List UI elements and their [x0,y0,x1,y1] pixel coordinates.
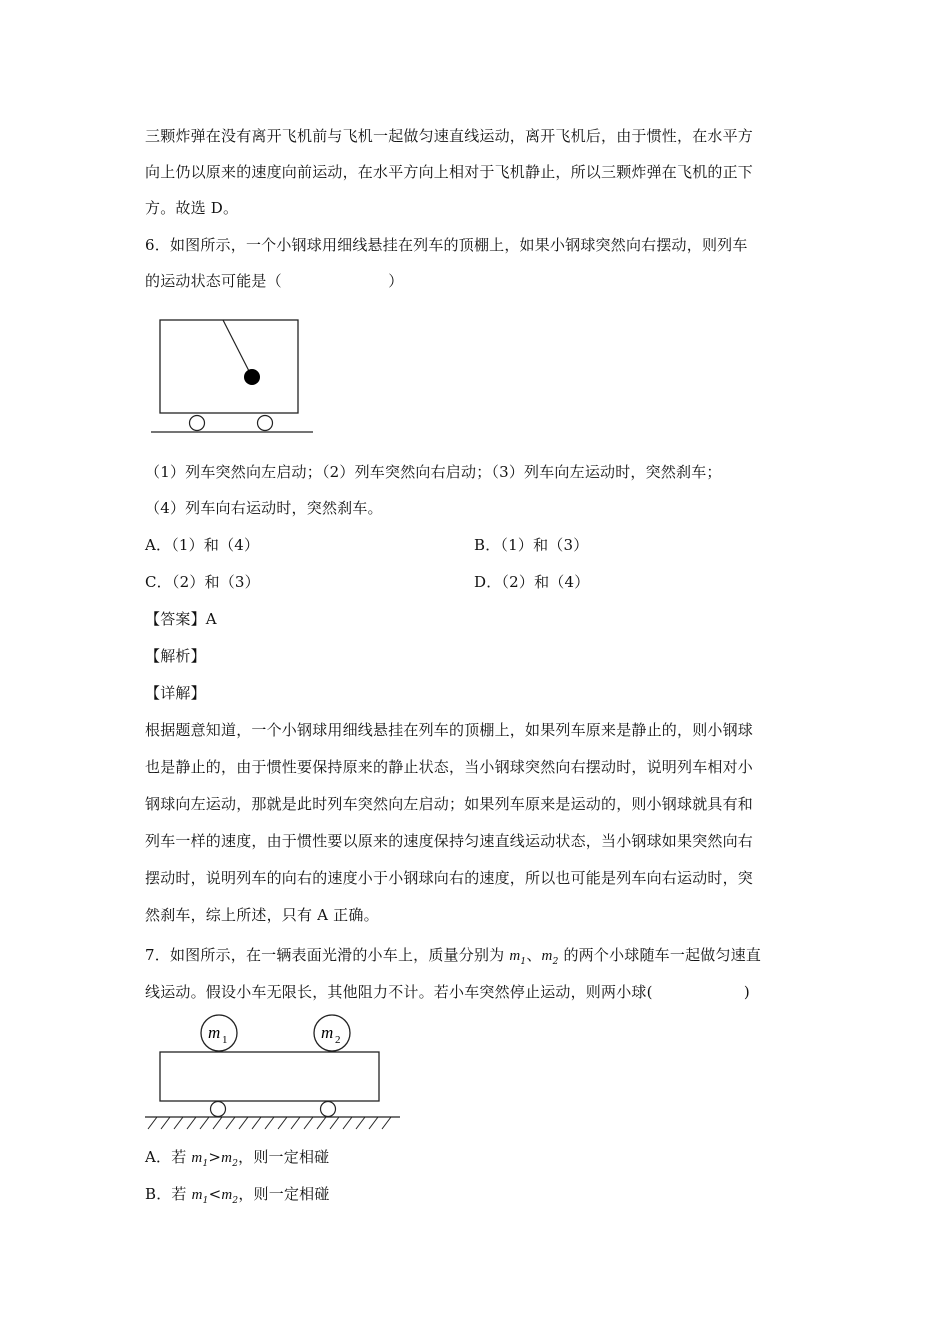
text-line: 方。故选 D。 [145,199,239,217]
mass-symbol: m [191,1150,203,1166]
relation-symbol: > [208,1148,222,1166]
ball-m2-subscript: 2 [335,1034,341,1046]
hatch-mark [252,1117,261,1129]
option-text: B．若 [145,1185,192,1203]
question-7-option-b [145,1184,330,1211]
wheel [258,416,273,431]
mass-subscript: 2 [552,957,559,967]
question-7-stem [145,945,761,972]
explanation-line: 然刹车，综上所述，只有 A 正确。 [145,906,379,924]
train-pendulum-figure [145,315,320,440]
hatch-mark [369,1117,378,1129]
hatch-mark [226,1117,235,1129]
cart-body [160,1052,379,1101]
cart-balls-figure [140,1010,405,1140]
ball-m1-label: m [208,1023,221,1042]
mass-subscript: 2 [232,1159,239,1169]
question-6-stem: 的运动状态可能是（ ） [145,272,404,290]
option-d: D．（2）和（4） [474,573,590,591]
explanation-line: 列车一样的速度，由于惯性要以原来的速度保持匀速直线运动状态，当小钢球如果突然向右 [145,832,754,850]
hatch-mark [213,1117,222,1129]
relation-symbol: < [208,1185,222,1203]
hatch-mark [356,1117,365,1129]
mass-subscript: 1 [202,1159,209,1169]
analysis-label: 【解析】 [145,647,206,665]
mass-subscript: 2 [232,1196,239,1206]
pendulum-string [223,320,251,375]
hatch-mark [265,1117,274,1129]
hatch-mark [278,1117,287,1129]
hatch-mark [239,1117,248,1129]
mass-subscript: 1 [520,957,527,967]
ground-hatching [148,1117,391,1129]
answer-label: 【答案】A [145,610,217,628]
option-a: A．（1）和（4） [145,536,260,554]
explanation-line: 根据题意知道，一个小钢球用细线悬挂在列车的顶棚上，如果列车原来是静止的，则小钢球 [145,721,754,739]
hatch-mark [304,1117,313,1129]
text-line: 向上仍以原来的速度向前运动，在水平方向上相对于飞机静止，所以三颗炸弹在飞机的正下 [145,163,754,181]
mass-symbol: m [221,1187,233,1203]
wheel [190,416,205,431]
hatch-mark [161,1117,170,1129]
hatch-mark [291,1117,300,1129]
hatch-mark [382,1117,391,1129]
steel-ball [244,369,260,385]
mass-symbol: m [191,1187,203,1203]
question-7-stem: 线运动。假设小车无限长，其他阻力不计。若小车突然停止运动，则两小球( ) [145,983,750,1001]
text-line: 三颗炸弹在没有离开飞机前与飞机一起做匀速直线运动，离开飞机后，由于惯性，在水平方 [145,127,754,145]
hatch-mark [330,1117,339,1129]
option-b: B．（1）和（3） [474,536,589,554]
mass-subscript: 1 [202,1196,209,1206]
detail-label: 【详解】 [145,684,206,702]
option-text: ，则一定相碰 [238,1148,330,1166]
question-6-conditions: （4）列车向右运动时，突然刹车。 [145,499,383,517]
hatch-mark [187,1117,196,1129]
option-text: A．若 [145,1148,192,1166]
mass-symbol: m [541,948,553,964]
question-6-conditions: （1）列车突然向左启动；（2）列车突然向右启动；（3）列车向左运动时，突然刹车； [145,463,722,481]
hatch-mark [200,1117,209,1129]
question-6-stem: 6．如图所示，一个小钢球用细线悬挂在列车的顶棚上，如果小钢球突然向右摆动，则列车 [145,236,748,254]
wheel [211,1102,226,1117]
train-body [160,320,298,413]
explanation-line: 钢球向左运动，那就是此时列车突然向左启动；如果列车原来是运动的，则小钢球就具有和 [145,795,754,813]
explanation-line: 也是静止的，由于惯性要保持原来的静止状态，当小钢球突然向右摆动时，说明列车相对小 [145,758,754,776]
stem-text: 7．如图所示，在一辆表面光滑的小车上，质量分别为 [145,946,510,964]
option-text: ，则一定相碰 [238,1185,330,1203]
ball-m2-label: m [321,1023,334,1042]
mass-symbol: m [221,1150,233,1166]
wheel [321,1102,336,1117]
option-c: C．（2）和（3） [145,573,260,591]
hatch-mark [317,1117,326,1129]
question-7-option-a [145,1147,329,1174]
explanation-line: 摆动时，说明列车的向右的速度小于小钢球向右的速度，所以也可能是列车向右运动时，突 [145,869,754,887]
hatch-mark [148,1117,157,1129]
ball-m1-subscript: 1 [222,1034,228,1046]
separator: 、 [526,946,542,964]
hatch-mark [174,1117,183,1129]
hatch-mark [343,1117,352,1129]
mass-symbol: m [509,948,521,964]
stem-text: 的两个小球随车一起做匀速直 [558,946,762,964]
